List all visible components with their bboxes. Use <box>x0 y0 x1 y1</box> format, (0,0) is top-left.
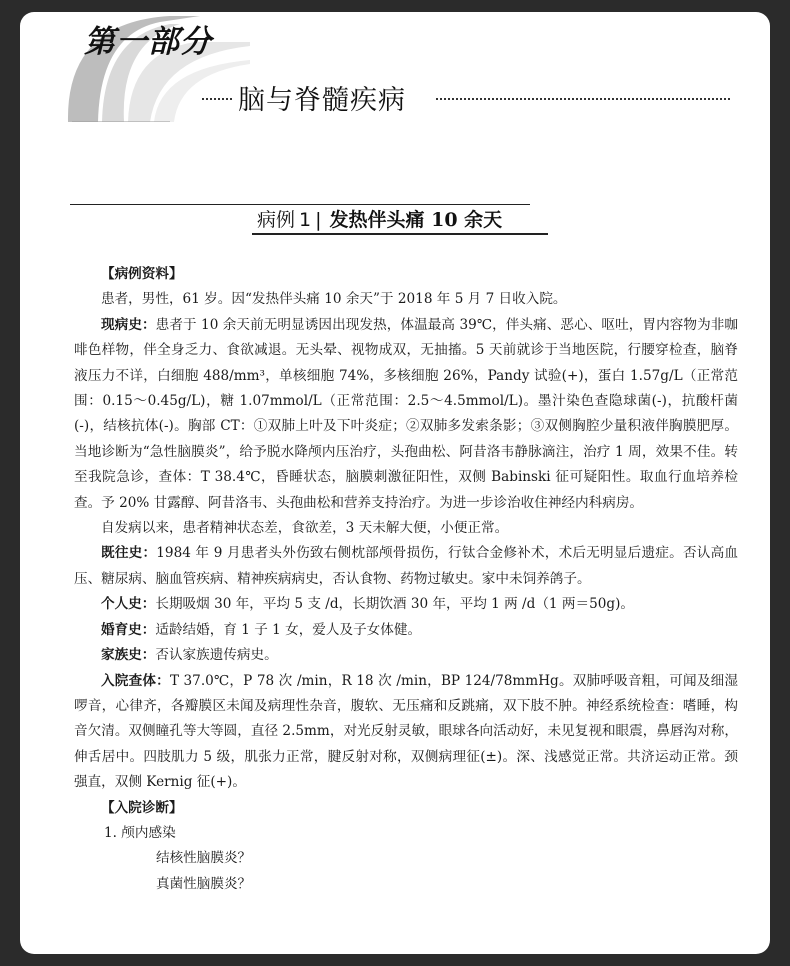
admission-exam <box>74 669 738 796</box>
diagnosis-subitem: 真菌性脑膜炎？ <box>156 875 252 892</box>
personal-history-text: 长期吸烟 30 年，平均 5 支 /d，长期饮酒 30 年，平均 1 两 /d（1 两＝50g)。 <box>155 596 634 613</box>
intro-paragraph: 患者，男性，61 岁。因“发热伴头痛 10 余天”于 2018 年 5 月 7 日收入院。 <box>101 291 567 308</box>
family-history-label: 家族史： <box>101 647 156 664</box>
personal-history-label: 个人史： <box>101 596 156 613</box>
family-history-text: 否认家族遗传病史。 <box>155 647 278 664</box>
case-underline <box>252 233 548 235</box>
marital-history-label: 婚育史： <box>101 621 156 638</box>
case-title: 发热伴头痛 10 余天 <box>329 209 503 231</box>
past-history-label: 既往史： <box>101 545 157 562</box>
case-number: 1 <box>299 209 312 231</box>
since-onset-paragraph: 自发病以来，患者精神状态差，食欲差，3 天未解大便，小便正常。 <box>101 520 509 537</box>
marital-history-text: 适龄结婚，育 1 子 1 女，爱人及子女体健。 <box>155 621 422 638</box>
past-history-text: 1984 年 9 月患者头外伤致右侧枕部颅骨损伤，行钛合金修补术，术后无明显后遗症。否认高血压、糖尿病、脑血管疾病、精神疾病病史，否认食物、药物过敏史。家中未饲养鸽子。 <box>74 545 738 587</box>
present-history <box>74 313 738 516</box>
marital-history <box>74 618 738 643</box>
admission-exam-text: T 37.0℃，P 78 次 /min，R 18 次 /min，BP 124/78mmHg。双肺呼吸音粗，可闻及细湿啰音，心律齐，各瓣膜区未闻及病理性杂音，腹软、无压痛和反跳痛，双下肢不肿。神经系统检查：嗜睡，构音欠清。双侧瞳孔等大等圆，直径 2.5mm，对光反射灵敏，眼球各向活动好，未见复视和眼震，鼻唇沟对称，伸舌居中。四肢肌力 5 级，肌张力正常，腱反射对称，双侧病理征(±)。深、浅感觉正常。共济运动正常。颈强直，双侧 Kernig 征(+)。 <box>74 672 739 791</box>
case-number-label: 病例 <box>257 209 296 231</box>
personal-history <box>74 592 738 617</box>
case-data-heading: 【病例资料】 <box>101 266 183 282</box>
present-history-text: 患者于 10 余天前无明显诱因出现发热，体温最高 39℃，伴头痛、恶心、呕吐，胃内容物为非咖啡色样物，伴全身乏力、食欲减退。无头晕、视物成双，无抽搐。5 天前就诊于当地医院，行腰穿检查，脑脊液压力不详，白细胞 488/mm³，单核细胞 74%，多核细胞 26%，Pandy 试验(+)，蛋白 1.57g/L（正常范围：0.15～0.45g/L)，糖 1.07mmol/L（正常范围：2.5～4.5mmol/L)。墨汁染色查隐球菌(-)，抗酸杆菌(-)，结核抗体(-)。胸部 CT：①双肺上叶及下叶炎症；②双肺多发索条影；③双侧胸腔少量积液伴胸膜肥厚。当地诊断为“急性脑膜炎”，给予脱水降颅内压治疗，头孢曲松、阿昔洛韦静脉滴注，治疗 1 周，效果不佳。转至我院急诊，查体：T 38.4℃，昏睡状态，脑膜刺激征阳性，双侧 Babinski 征可疑阳性。取血行血培养检查。予 20% 甘露醇、阿昔洛韦、头孢曲松和营养支持治疗。为进一步诊治收住神经内科病房。 <box>74 316 739 511</box>
title-rule-left <box>202 98 232 100</box>
present-history-label: 现病史： <box>101 316 156 333</box>
diagnosis-item: 1. 颅内感染 <box>104 824 176 841</box>
document-page <box>20 12 770 954</box>
diagnosis-subitem: 结核性脑膜炎？ <box>156 850 252 867</box>
title-rule-right <box>436 98 730 100</box>
diagnosis-heading: 【入院诊断】 <box>101 799 183 816</box>
section-title: 脑与脊髓疾病 <box>238 85 406 116</box>
admission-exam-label: 入院查体： <box>101 672 170 689</box>
case-heading <box>257 205 502 232</box>
case-body <box>74 262 738 897</box>
past-history <box>74 541 738 592</box>
case-separator: | <box>315 209 322 231</box>
family-history <box>74 643 738 668</box>
part-label: 第一部分 <box>84 24 212 60</box>
